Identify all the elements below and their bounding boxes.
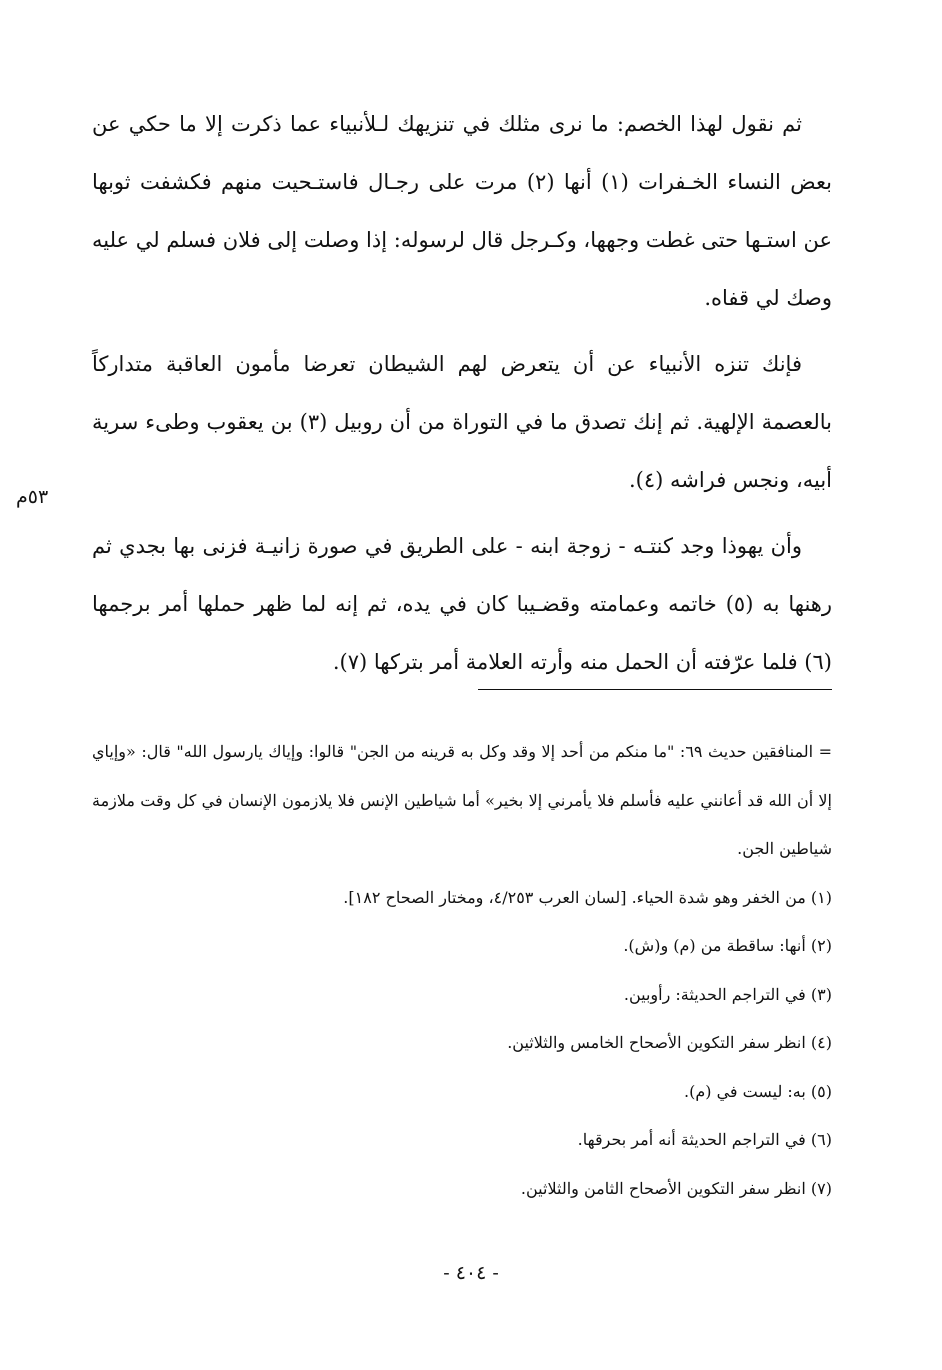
footnote-3: (٣) في التراجم الحديثة: رأوبين. [623,984,832,1004]
footnote-2: (٢) أنها: ساقطة من (م) و(ش). [623,936,832,955]
footnote-continuation: = المنافقين حديث ٦٩: "ما منكم من أحد إلا وقد وكل به قرينه من الجن" قالوا: وإياك يارسول الله" قال: «وإياي إلا أن الله قد أعانني عليه فأسلم فلا يأمرني إلا بخير» أما شياطين الإنس فلا يلازمون الإنسان في كل وقت ملازمة شياطين الجن. [92,742,833,858]
footnotes-section [92,728,832,1213]
footnote-5: (٥) به: ليست في (م). [684,1081,832,1101]
main-text [92,95,832,699]
footnote-7: (٧) انظر سفر التكوين الأصحاح الثامن والثلاثين. [520,1178,832,1198]
footnote-separator [478,689,832,690]
footnote-1: (١) من الخفر وهو شدة الحياء. [لسان العرب ٤/٢٥٣، ومختار الصحاح ١٨٢]. [343,887,832,907]
paragraph-1: ثم نقول لهذا الخصم: ما نرى مثلك في تنزيهك لـلأنبياء عما ذكرت إلا ما حكي عن بعض النساء الخـفرات (١) أنها (٢) مرت على رجـال فاستـحيت منهم فكشفت ثوبها عن استـها حتى غطت وجهها، وكـرجل قال لرسوله: إذا وصلت إلى فلان فسلم لي عليه وصك لي قفاه. [92,112,832,310]
page-number: - ٤٠٤ - [443,1262,499,1284]
footnote-4: (٤) انظر سفر التكوين الأصحاح الخامس والثلاثين. [507,1033,832,1052]
footnote-6: (٦) في التراجم الحديثة أنه أمر بحرقها. [577,1130,832,1149]
paragraph-3: وأن يهوذا وجد كنتـه - زوجة ابنه - على الطريق في صورة زانيـة فزنى بها بجدي ثم رهنها به (٥) خاتمه وعمامته وقضـيبا كان في يده، ثم إنه لما ظهر حملها أمر برجمها (٦) فلما عرّفته أن الحمل منه وأرته العلامة أمر بتركها (٧). [92,534,833,674]
manuscript-page-marker: ٥٣م [16,486,49,508]
paragraph-2: فإنك تنزه الأنبياء عن أن يتعرض لهم الشيطان تعرضا مأمون العاقبة متداركاً بالعصمة الإلهية. ثم إنك تصدق ما في التوراة من أن روبيل (٣) بن يعقوب وطىء سرية أبيه، ونجس فراشه (٤). [92,352,832,492]
